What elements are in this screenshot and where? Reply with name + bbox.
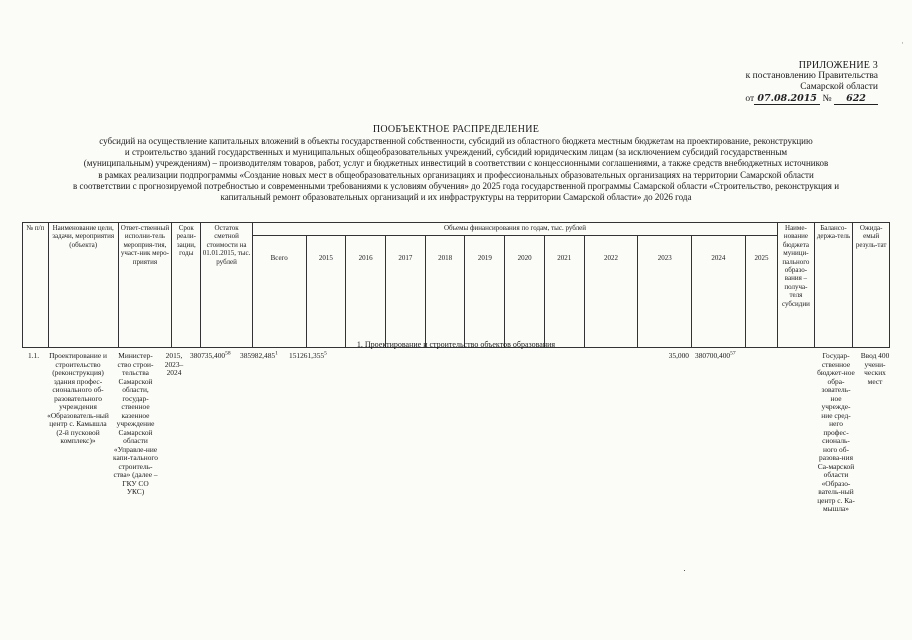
col-header-result: Ожида-емый резуль-тат (853, 223, 890, 348)
appendix-block (728, 60, 878, 105)
subtitle-line: (муниципальным) учреждениям) – производителям товаров, работ, услуг и бюджетных инвестиций в соответствии с концессионными соглашениями, а также средств внебюджетных источников (83, 158, 829, 169)
scan-marks: · (901, 38, 904, 48)
col-header-year: 2017 (386, 236, 426, 348)
col-header-holder: Балансо-держа-тель (814, 223, 853, 348)
col-header-financing: Объемы финансирования по годам, тыс. рублей (252, 223, 777, 236)
subtitle-line: и строительство зданий государственных и муниципальных общеобразовательных учреждений, субсидий юридическим лицам (за исключением субсидий государственным (124, 147, 788, 158)
footnote-mark: 1 (275, 350, 278, 357)
footnote-mark: 5 (324, 350, 327, 357)
col-header-number: № п/п (23, 223, 49, 348)
col-header-year: 2016 (346, 236, 386, 348)
col-header-balance: Остаток сметной стоимости на 01.01.2015, тыс. рублей (201, 223, 253, 348)
row-balance-value: 380735,400 (190, 351, 226, 360)
col-header-year: 2021 (544, 236, 584, 348)
handwritten-number: 622 (834, 93, 878, 105)
document-subtitle (10, 136, 902, 203)
col-header-year: 2024 (692, 236, 746, 348)
distribution-table-header (22, 222, 890, 348)
footnote-mark: 57 (730, 350, 736, 357)
row-number: 1.1. (28, 351, 40, 360)
col-header-period: Срок реали-зации, годы (172, 223, 201, 348)
handwritten-date: 07.08.2015 (754, 93, 820, 105)
row-total-value: 385982,485 (240, 351, 276, 360)
appendix-line-2: к постановлению Правительства (745, 71, 878, 81)
subtitle-line: в соответствии с прогнозируемой потребностью и современными требованиями к условиям обучения» до 2025 года государственной программы Самарской области «Строительство, реконструкция и (72, 180, 840, 191)
row-object-name: Проектирование и строительство (реконструкция) здания профес-сионального об-разовательного учреждения «Образователь-ный центр с. Камышла (2-й пусковой комплекс)» (47, 351, 109, 445)
col-header-year: 2023 (638, 236, 692, 348)
row-period: 2015, 2023–2024 (164, 351, 184, 377)
col-header-recipient: Наиме-нование бюджета муници-пального образо-вания – получа-теля субсидии (778, 223, 815, 348)
subtitle-line: капитальный ремонт образовательных организаций и их инфраструктуры на территории Самарской области» до 2026 года (220, 192, 692, 203)
row-2015-value: 151261,355 (289, 351, 325, 360)
row-2023: 35,000 (668, 351, 689, 360)
appendix-title: ПРИЛОЖЕНИЕ 3 (798, 60, 878, 71)
scan-speck (684, 570, 685, 571)
row-2024-value: 380700,400 (695, 351, 731, 360)
col-header-year: 2025 (745, 236, 777, 348)
row-2024 (695, 352, 755, 361)
row-total (240, 352, 288, 361)
col-header-year: 2020 (505, 236, 545, 348)
col-header-responsible: Ответ-ственный исполни-тель мероприя-тия, участ-ник меро-приятия (118, 223, 172, 348)
row-responsible: Министер-ство строи-тельства Самарской области, государ-ственное казенное учреждение Самарской области «Управле-ние капи-тального строитель-ства» (далее – ГКУ СО УКС) (113, 351, 158, 496)
section-heading: 1. Проектирование и строительство объектов образования (356, 340, 556, 349)
subtitle-line: в рамках реализации подпрограммы «Создание новых мест в общеобразовательных организациях и профессиональных образовательных организациях на территории Самарской области (98, 169, 814, 180)
subtitle-line: субсидий на осуществление капитальных вложений в объекты государственной собственности, субсидий из областного бюджета местным бюджетам на проектирование, реконструкцию (99, 136, 813, 146)
col-header-name: Наименование цели, задачи, мероприятия (объекта) (48, 223, 118, 348)
col-header-total: Всего (252, 236, 306, 348)
row-balance (190, 352, 238, 361)
appendix-signature-line (728, 93, 878, 105)
row-result: Ввод 400 учени-ческих мест (860, 351, 890, 386)
col-header-year: 2022 (584, 236, 638, 348)
col-header-year: 2018 (425, 236, 465, 348)
col-header-year: 2015 (306, 236, 346, 348)
row-recipient: Государ-ственное бюджет-ное обра-зователь-ное учрежде-ние сред-него профес-сиональ-ного об-разова-ния Са-марской области «Образо-ватель-ный центр с. Ка-мышла» (817, 351, 855, 513)
row-2015 (289, 352, 337, 361)
col-header-year: 2019 (465, 236, 505, 348)
number-prefix: № (822, 94, 832, 104)
document-title: ПООБЪЕКТНОЕ РАСПРЕДЕЛЕНИЕ (372, 124, 540, 135)
footnote-mark: 58 (225, 350, 231, 357)
date-prefix: от (745, 94, 755, 104)
appendix-line-3: Самарской области (800, 82, 878, 92)
